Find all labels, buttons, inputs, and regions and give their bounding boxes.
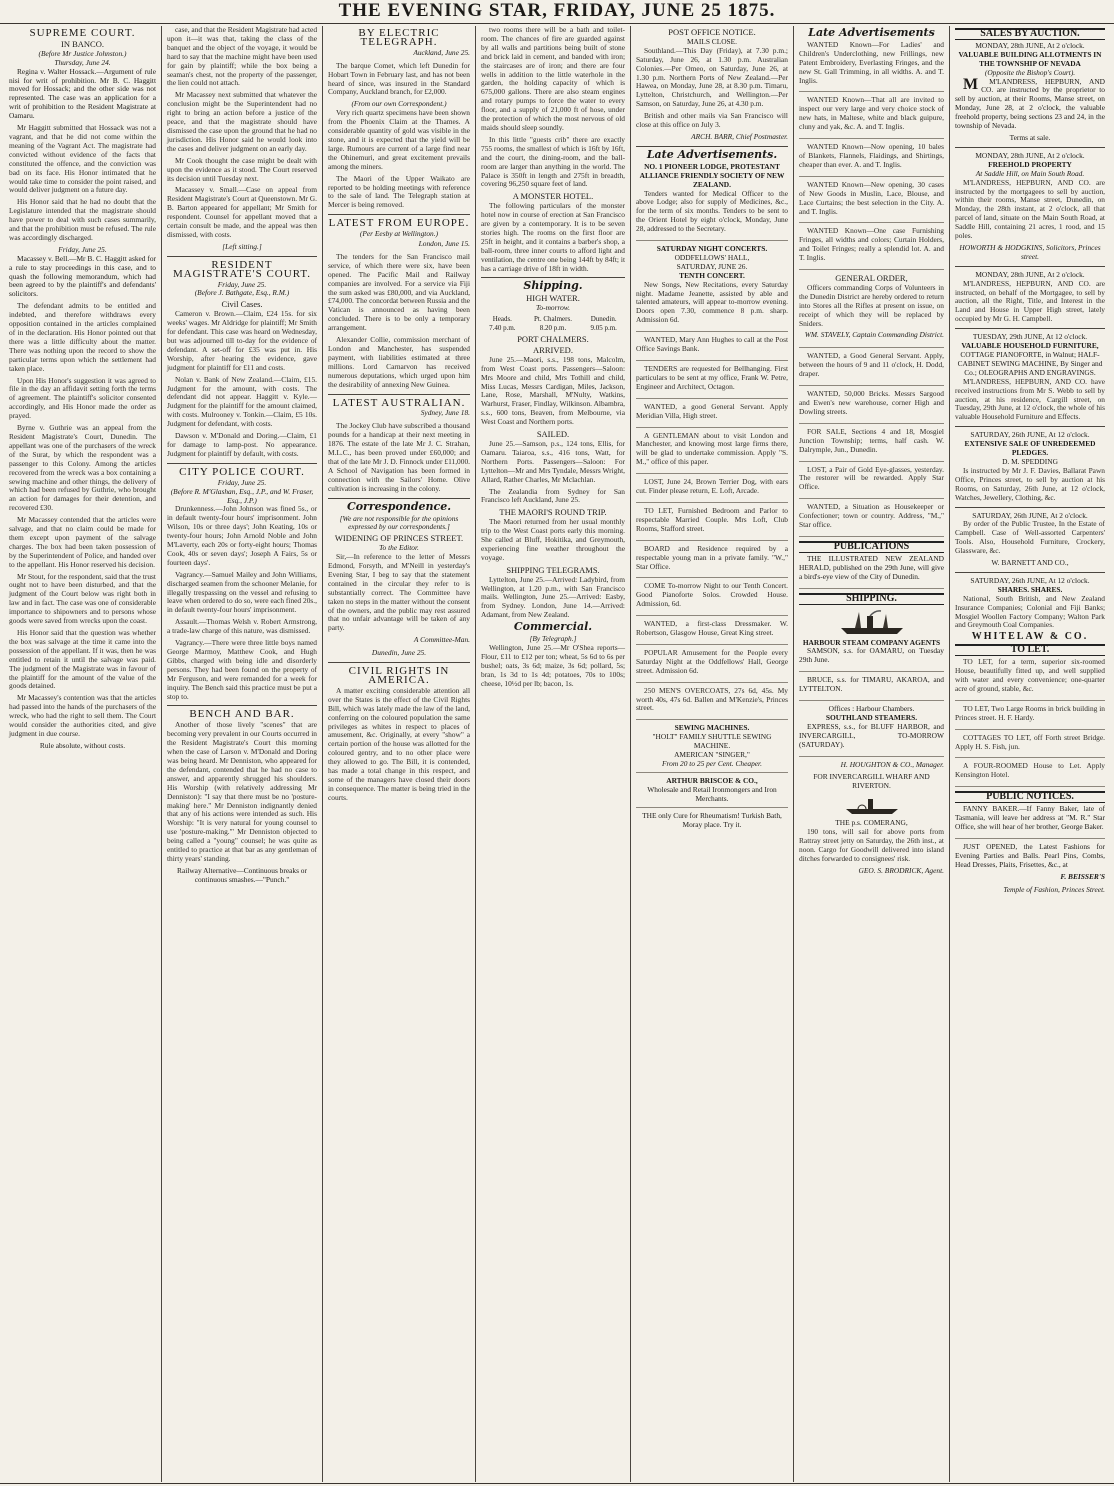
sale1-title: VALUABLE BUILDING ALLOTMENTS IN THE TOWNSHIP OF NEVADA: [958, 49, 1102, 68]
pc-date: Friday, June 25.: [217, 477, 267, 487]
sale7-date: SATURDAY, 26th JUNE, At 12 o'clock.: [970, 575, 1090, 585]
ad-pioneer-lodge: NO. 1 PIONEER LODGE, PROTESTANT ALLIANCE FRIENDLY SOCIETY OF NEW ZEALAND. Tenders wanted for Medical Officer to the above Lodge; also for supply of Medicines, &c., for the term of six months. Tenders to be sent to the Orient Hotel by eight o'clock, Monday, June 28, addressed to the Secretary.: [636, 163, 788, 241]
before-justice: (Before Mr Justice Johnston.): [38, 48, 127, 58]
tide-head-heads: Heads.: [492, 315, 512, 324]
correspondence-title: Correspondence.: [346, 499, 452, 513]
wid-dateline: Dunedin, June 25.: [371, 648, 427, 658]
tide-time-dunedin: 9.05 p.m.: [590, 324, 617, 333]
column-6: Late Advertisements WANTED Known—For Ladies' and Children's Underclothing, new Frillings, new Patent Embroidery, Everlasting Fringes, and the new St. Gall Trimming, in all widths. A. and T. Inglis. WANTED Known—That all are invited to inspect our very large and very choice stock of new hats, in Maltese, white and black guipure, cluny and yak, &c. A. and T. Inglis. WANTED Known—Now opening, 10 bales of Blankets, Flannels, Flaidings, and Shirtings, cheaper than ever. A. and T. Inglis. WANTED Known—New opening, 30 cases of New Goods in Muslin, Lace, Blouse, and Lace Curtains; the best selection in the City. A. and T. Inglis. WANTED Known—One case Furnishing Fringes, all widths and colors; Curtain Holders, and Toilet Fringes; really a splendid lot. A. and T. Inglis. GENERAL ORDER, Officers commanding Corps of Volunteers in the Dunedin District are hereby ordered to return into Stores all the Rifles at present on issue, on receipt of which they will be replaced by Sniders. WM. STAVELY, Captain Commanding District. WANTED, a Good General Servant. Apply, between the hours of 9 and 11 o'clock, H. Dodd, draper. WANTED, 50,000 Bricks. Messrs Sargood and Ewen's new warehouse, corner High and Dowling streets. FOR SALE, Sections 4 and 18, Mosgiel Junction Township; terms, half cash. W. Dalrymple, Jun., Dunedin. LOST, a Pair of Gold Eye-glasses, yesterday. The restorer will be rewarded. Apply Star Office. WANTED, a Situation as Housekeeper or Confectioner; town or country. Address, "M.," Star office. PUBLICATIONS THE ILLUSTRATED NEW ZEALAND HERALD, published on the 29th June, will give a bird's-eye view of the City of Dunedin. SHIPPING. HARBOUR STEAM COMPANY AGENTS SAMSON, s.s. for OAMARU, on Tuesday 29th June. BRUCE, s.s. for TIMARU, AKAROA, and LYTTELTON. Offices : Harbour Chambers. SOUTHLAND STEAMERS. EXPRESS, s.s., for BLUFF HARBOR, and INVERCARGILL, TO-MORROW (SATURDAY). H. HOUGHTON & CO., Manager. FOR INVERCARGILL WHARF AND RIVERTON. THE p.s. COMERANG, 190 tons, will sail for above ports from Rattray street jetty on Saturday, the 26th inst., at noon. Cargo for Goodwill delivered into island ditches forwarded to consignees' risk. GEO. S. BRODRICK, Agent.: [794, 26, 950, 1482]
civil-rights-title: CIVIL RIGHTS IN AMERICA.: [348, 665, 450, 686]
shares-title: SHARES. SHARES.: [997, 584, 1063, 594]
howorth: HOWORTH & HODGKINS, Solicitors, Princes street.: [959, 242, 1101, 261]
sale4-title: VALUABLE HOUSEHOLD FURNITURE,: [961, 341, 1099, 351]
samson-notice: SAMSON, s.s. for OAMARU, on Tuesday 29th June.: [799, 646, 944, 665]
widening-title: WIDENING OF PRINCES STREET.: [334, 533, 464, 544]
masthead-rule: [0, 23, 1114, 24]
beisser: F. BEISSER'S: [1060, 871, 1105, 881]
just-opened: JUST OPENED, the Latest Fashions for Evening Parties and Balls. Pearl Pins, Combs, Head Dresses, Plaits, Frisettes, &c., at: [955, 841, 1105, 869]
column-1: SUPREME COURT. IN BANCO. (Before Mr Justice Johnston.) Thursday, June 24. Regina v. Walter Hossack.—Argument of rule nisi for writ of prohibition. Mr B. C. Haggitt moved for Hossack; and the other side was not represented. The case was an application for a writ of prohibition to the Resident Magistrate at Oamaru. Mr Haggitt submitted that Hossack was not a vagrant, and that he did not come within the meaning of the Vagrant Act. The magistrate had convicted without evidence of the facts that constituted the offence, and the conviction was bad on its face. His Honor intimated that he would take time to consider the point raised, and would deliver judgment on a future day. His Honor said that he had no doubt that the Legislature intended that the magistrate should have power to deal with such cases summarily, and that the prohibition must be refused. The rule was accordingly discharged. Friday, June 25. Macassey v. Bell.—Mr B. C. Haggitt asked for a rule to stay proceedings in this case, and to quash the following memorandum, which had been agreed to by the plaintiff's and defendants' solicitors. The defendant admits to be entitled and indebted, and therefore withdraws every opposition contained in the articles complained of in the declaration. His Honor pointed out that there was a little difficulty about the matter. There was nothing upon the record to show the particular terms upon which the settlement had taken place. Upon His Honor's suggestion it was agreed to file in the day an affidavit setting forth the terms of agreement. The plaintiff's solicitor consented accordingly, and His Honor made the order as prayed. Byrne v. Guthrie was an appeal from the Resident Magistrate's Court, Dunedin. The appellant was one of the purchasers of the wreck of the Surat, by which the respondent was a passenger to this Colony. Among the articles recovered from the wreck was a box containing a sewing machine and other things, the delivery of which had been refused by Guthrie, who brought an action for damages for their detention, and recovered £30. Mr Macassey contended that the articles were salvage, and that no claim could be made for them except upon payment of the salvage charges. The box had been taken possession of by the Superintendent of Police, and handed over to the appellant. His Honor reserved his decision. Mr Stout, for the respondent, said that the trust ought not to have been disturbed, and that the judgment of the Court below was right both in law and in fact. The case was one of considerable importance to shipowners and to persons whose goods were saved from wrecks upon the coast. His Honor said that the question was whether the box was salvage at the time it came into the possession of the appellant. If it was, then he was entitled to retain it until the salvage was paid. The judgment of the Magistrate was in favour of the plaintiff for the amount of the value of the goods detained. Mr Macassey's contention was that the articles had passed into the hands of the purchasers of the wreck, who had the right to sell them. The Court would consider the authorities cited, and give judgment in due course. Rule absolute, without costs.: [4, 26, 162, 1482]
supreme-court-title: SUPREME COURT.: [29, 27, 136, 39]
auckland-dateline: Auckland, June 25.: [413, 47, 470, 57]
column-3: BY ELECTRIC TELEGRAPH. Auckland, June 25. The barque Comet, which left Dunedin for Hobart Town in February last, and has not been heard of since, was insured in the Standard Company, Auckland branch, for £2,000. (From our own Correspondent.) Very rich quartz specimens have been shown from the Phoenix Claim at the Thames. A considerable quantity of gold was visible in the stone, and it is expected that the yield will be large. Rumours are current of a large find near the Ohinemuri, and great excitement prevails among the miners. The Maori of the Upper Waikato are reported to be holding meetings with reference to the sale of land. The Telegraph station at Mercer is being removed. LATEST FROM EUROPE. (Per Eesby at Wellington.) London, June 15. The tenders for the San Francisco mail service, of which there were six, have been opened. The Pacific Mail and Railway companies are involved. For a service via Fiji the sum asked was £80,000, and via Auckland, £74,000. The concordat between Russia and the Vatican is announced as having been concluded. There is to be only a temporary arrangement. Alexander Collie, commission merchant of London and Manchester, has suspended payment, with liabilities estimated at three millions. Lord Carnarvon has received numerous deputations, which urged upon him the desirability of annexing New Guinea. LATEST AUSTRALIAN. Sydney, June 18. The Jockey Club have subscribed a thousand pounds for a handicap at their next meeting in 1876. The estate of the late Mr J. C. Strahan, M.L.C., has been proved under £60,000; and that of the late Mr J. D. Finnock under £11,000. A School of Navigation has been formed in connection with the Sailors' Home. Olive cultivation is increasing in the colony. Correspondence. [We are not responsible for the opinions expressed by our correspondents.] WIDENING OF PRINCES STREET. To the Editor. Sir,—In reference to the letter of Messrs Edmond, Forsyth, and M'Neill in yesterday's Evening Star, I beg to say that the statement contained in the circular they refer to is substantially correct. The Committee have taken no steps in the matter without the consent of the owners, and the public may rest assured that no unfair advantage will be taken of any party. A Committee-Man. Dunedin, June 25. CIVIL RIGHTS IN AMERICA. A matter exciting considerable attention all over the States is the effect of the Civil Rights Bill, which was lately made the law of the land, conferring on the coloured population the same privileges as whites in respect to places of amusement, &c. Originally, at every "show" a certain portion of the house was allotted for the coloured gentry, and to no other place were they allowed to go. The Bill, it is contended, has made a total change in this respect, and some of the managers have closed their doors in consequence. The matter is being tried in the courts.: [323, 26, 476, 1482]
bottom-rule: [0, 1483, 1114, 1484]
holt-machine: "HOLT" FAMILY SHUTTLE SEWING MACHINE.: [652, 732, 772, 751]
briscoe-heading: ARTHUR BRISCOE & CO.,: [666, 775, 758, 785]
publications-title: PUBLICATIONS: [799, 541, 944, 553]
resident-magistrate-title: RESIDENT MAGISTRATE'S COURT.: [172, 258, 312, 280]
ad-briscoe: [636, 777, 788, 808]
public-notices-title: PUBLIC NOTICES.: [955, 791, 1105, 803]
general-order-sig: WM. STAVELY, Captain Commanding District.: [804, 330, 944, 340]
houghton-sig: H. HOUGHTON & CO., Manager.: [840, 759, 944, 769]
concert-tenth: TENTH CONCERT.: [679, 270, 745, 280]
port-chalmers-title: PORT CHALMERS.: [517, 334, 589, 344]
commercial-title: Commercial.: [513, 620, 593, 634]
publications-text: THE ILLUSTRATED NEW ZEALAND HERALD, published on the 29th June, will give a bird's-eye view of the City of Dunedin.: [799, 553, 944, 581]
europe-sub: (Per Eesby at Wellington.): [359, 229, 439, 239]
express-notice: EXPRESS, s.s., for BLUFF HARBOR, and INVERCARGILL, TO-MORROW (SATURDAY).: [799, 721, 944, 749]
tide-head-chalmers: Pt. Chalmers.: [534, 315, 572, 324]
shipping-title: Shipping.: [523, 279, 583, 293]
sales-by-auction-title: SALES BY AUCTION.: [955, 28, 1105, 40]
barnett: W. BARNETT AND CO.,: [991, 558, 1069, 568]
pioneer-lodge-heading: NO. 1 PIONEER LODGE, PROTESTANT ALLIANCE FRIENDLY SOCIETY OF NEW ZEALAND.: [639, 161, 785, 189]
ad-general-order: GENERAL ORDER, Officers commanding Corps of Volunteers in the Dunedin District are hereby ordered to return into Stores all the Rifles at present on issue, on receipt of which they will be replaced by Sniders. WM. STAVELY, Captain Commanding District.: [799, 274, 944, 348]
post-office-title: POST OFFICE NOTICE.: [668, 27, 756, 37]
sale2-sub: At Saddle Hill, on Main South Road.: [975, 168, 1085, 178]
tide-time-heads: 7.40 p.m.: [489, 324, 516, 333]
southland-steamers: SOUTHLAND STEAMERS.: [825, 712, 918, 722]
sale1-auctioneer: M'LANDRESS, HEPBURN, AND CO.: [981, 76, 1105, 95]
arrived-title: ARRIVED.: [533, 344, 573, 355]
harbour-steam: HARBOUR STEAM COMPANY AGENTS: [802, 637, 941, 647]
sale4-sub: COTTAGE PIANOFORTE, in Walnut; HALF-CABINET SEWING MACHINE, By Singer and Co.; OLEOGRAPHS AND ENGRAVINGS.: [957, 350, 1103, 377]
sale1-terms: Terms at sale.: [1009, 132, 1051, 142]
corr-note: [We are not responsible for the opinions expressed by our correspondents.]: [339, 513, 459, 532]
sale3-date: MONDAY, 28th JUNE, At 2 o'clock.: [975, 269, 1085, 279]
date-friday: Friday, June 25.: [58, 244, 107, 254]
concert-venue: ODDFELLOWS' HALL,: [674, 252, 750, 262]
to-the-editor: To the Editor.: [379, 543, 419, 553]
ad-sewing: [636, 724, 788, 773]
sale5-date: SATURDAY, 26th JUNE, At 12 o'clock.: [970, 430, 1090, 440]
tide-head-dunedin: Dunedin.: [590, 315, 617, 324]
column-2: case, and that the Resident Magistrate had acted upon it—it was that, taking the class of the banquet and the object of the voyage, it would be hard to say that the machine might have been used for gain by plaintiff; while the box being a seaman's chest, not the property of the passenger, the lien could not attach. Mr Macassey next submitted that whatever the conclusion might be the Superintendent had no right to bring an action before a justice of the peace, and that the magistrate should have dismissed the case upon the ground that he had no jurisdiction. His Honor said he would look into the cases and deliver judgment on an early day. Mr Cook thought the case might be dealt with upon the evidence as it stood. The Court reserved its decision until Tuesday next. Macassey v. Small.—Case on appeal from Resident Magistrate's Court at Queenstown. Mr G. B. Barton appeared for appellant; Mr Smith for respondent. Counsel for appellant moved that a certain consult be made, and the appeal was then dismissed, with costs. [Left sitting.] RESIDENT MAGISTRATE'S COURT. Friday, June 25. (Before J. Bathgate, Esq., R.M.) Civil Cases. Cameron v. Brown.—Claim, £24 15s. for six weeks' wages. Mr Aldridge for plaintiff; Mr Smith for defendant. This case was heard on Wednesday, but was adjourned till to-day for the evidence of defendant. A set-off for £35 was put in. His Worship, after hearing the evidence, gave judgment for plaintiff for £11 and costs. Nolan v. Bank of New Zealand.—Claim, £15. Judgment for the amount, with costs. The defendant did not appear. Haggitt v. Kyle.—Judgment for the plaintiff for the amount claimed, with costs. Mulrooney v. Tonkin.—Claim, £5 10s. Judgment for defendant, with costs. Dawson v. M'Donald and Doring.—Claim, £1 for damage to lamp-post. No appearance. Judgment for plaintiff by default, with costs. CITY POLICE COURT. Friday, June 25. (Before R. M'Glashan, Esq., J.P., and W. Fraser, Esq., J.P.) Drunkenness.—John Johnson was fined 5s., or in default twenty-four hours' imprisonment. John Wilson, 10s or three days'; John Keating, 10s or twenty-four hours; John Arnold Noble and John M'Laverty, each 20s or forty-eight hours; Thomas Cook, 40s or seven days'; Joseph A Fairs, 5s or fourteen days'. Vagrancy.—Samuel Mailey and John Williams, discharged seamen from the schooner Melanie, for illegally trespassing on the vessel and refusing to leave when ordered to do so, were each fined 20s., in default twenty-four hours' imprisonment. Assault.—Thomas Welsh v. Robert Armstrong, a trade-law charge of this nature, was dismissed. Vagrancy.—There were three little boys named George Marmoy, Matthew Cook, and Hugh Gibbs, charged with being idle and disorderly persons. They had been found on the property of Mr Ferguson, and were remanded for a week for inquiry. The Bench said this practice must be put a stop to. BENCH AND BAR. Another of those lively "scenes" that are becoming very prevalent in our Courts occurred in the Resident Magistrate's Court this morning when the case of Larson v. M'Donald and Doring was being heard. Mr Denniston, who appeared for the defendant, contended that he had no case to answer, and apparently shrugged his shoulders. His Worship (with relatively addressing Mr Denniston): "I say that there must be no 'posture-making' here." Mr Denniston indignantly denied that any of his actions were intended as such. His Worship: "It is very natural for young counsel to use 'posture-making.'" Mr Denniston objected to being called a "young" counsel; he was quite as entitled to practice at that bar as any gentleman of thirty years' standing. Railway Alternative—Continuous breaks or continuous smashes.—"Punch.": [162, 26, 323, 1482]
harbour-offices: Offices : Harbour Chambers.: [828, 704, 915, 714]
rm-civil-cases: Civil Cases.: [221, 299, 263, 310]
committee-man: A Committee-Man.: [413, 635, 470, 645]
general-order-title: GENERAL ORDER,: [835, 273, 908, 284]
late-ads-title-2: Late Advertisements: [808, 26, 935, 39]
column-7: SALES BY AUCTION. MONDAY, 28th JUNE, At 2 o'clock. VALUABLE BUILDING ALLOTMENTS IN THE TOWNSHIP OF NEVADA (Opposite the Bishop's Court). M M'LANDRESS, HEPBURN, AND CO. are instructed by the proprietor to sell by auction, at their Rooms, Manse street, on Monday, June 28, at 2 o'clock, the valuable freehold property, being sections 23 and 24, in the township of Nevada. Terms at sale. MONDAY, 28th JUNE, At 2 o'clock. FREEHOLD PROPERTY At Saddle Hill, on Main South Road. M'LANDRESS, HEPBURN, AND CO. are instructed by the mortgagees to sell by auction, within their rooms, Manse street, Dunedin, on Monday, the 28th instant, at 2 o'clock, all that parcel of land, situate on the Main South Road, at Saddle Hill, containing 21 acres, 1 rood, and 15 poles. HOWORTH & HODGKINS, Solicitors, Princes street. MONDAY, 28th JUNE, At 2 o'clock. M'LANDRESS, HEPBURN, AND CO. are instructed, on behalf of the Mortgagee, to sell by auction, all the Right, Title, and Interest in the Land and House in Upper High street, lately occupied by Mr G. H. Campbell. TUESDAY, 29th JUNE, At 12 o'clock. VALUABLE HOUSEHOLD FURNITURE, COTTAGE PIANOFORTE, in Walnut; HALF-CABINET SEWING MACHINE, By Singer and Co.; OLEOGRAPHS AND ENGRAVINGS. M'LANDRESS, HEPBURN, AND CO. have received instructions from Mr S. Webb to sell by auction, at his residence, Cargill street, on Tuesday, 29th June, at 12 o'clock, the whole of his valuable Household Furniture and Effects. SATURDAY, 26th JUNE, At 12 o'clock. EXTENSIVE SALE OF UNREDEEMED PLEDGES. D. M. SPEDDING Is instructed by Mr J. F. Davies, Ballarat Pawn Office, Princes street, to sell by auction at his Rooms, on Saturday, 26th June, at 12 o'clock, Watches, Jewellery, Clothing, &c. SATURDAY, 26th JUNE, At 2 o'clock. By order of the Public Trustee, In the Estate of Campbell. Case of Well-assorted Carpenters' Tools. Also, Household Furniture, Crockery, Glassware, &c. W. BARNETT AND CO., SATURDAY, 26th JUNE, At 12 o'clock. SHARES. SHARES. National, South British, and New Zealand Insurance Companies; Colonial and Fiji Banks; Mosgiel Woollen Factory Company; Walton Park and Greymouth Coal Companies. WHITELAW & CO. TO LET. TO LET, for a term, superior six-roomed House, beautifully fitted up, and well supplied with water and every convenience; one-quarter acre of ground, stable, &c. TO LET, Two Large Rooms in brick building in Princes street. H. F. Hardy. COTTAGES TO LET, off Forth street Bridge. Apply H. S. Fish, jun. A FOUR-ROOMED House to Let. Apply Kensington Hotel. PUBLIC NOTICES. FANNY BAKER.—If Fanny Baker, late of Tasmania, will leave her address at "M. R." Star Office, she will hear of her brother, George Baker. JUST OPENED, the Latest Fashions for Evening Parties and Balls. Pearl Pins, Combs, Head Dresses, Plaits, Frisettes, &c., at F. BEISSER'S Temple of Fashion, Princes Street.: [955, 28, 1105, 894]
sale1-date: MONDAY, 28th JUNE, At 2 o'clock.: [975, 40, 1085, 50]
high-water-sub: To-morrow.: [535, 303, 571, 313]
pc-before: (Before R. M'Glashan, Esq., J.P., and W. Fraser, Esq., J.P.): [170, 486, 314, 505]
body-text: Mr Haggitt submitted that Hossack was not a vagrant, and that he did not come within the meaning of the Vagrant Act. The magistrate had convicted without evidence of the facts that constituted the offence, and the conviction was bad on its face. His Honor intimated that he would take time to consider the point raised, and would deliver judgment on a future day.: [9, 123, 156, 195]
own-correspondent: (From our own Correspondent.): [351, 99, 447, 109]
case-macassey: Macassey v. Bell.—Mr B. C. Haggitt asked for a rule to stay proceedings in this case, and to quash the following memorandum, which had been agreed to by the plaintiff's and defendants' solicitors.: [9, 253, 156, 299]
sewing-price: From 20 to 25 per Cent. Cheaper.: [662, 759, 762, 768]
rm-before: (Before J. Bathgate, Esq., R.M.): [194, 288, 290, 298]
whitelaw: WHITELAW & CO.: [971, 631, 1089, 643]
sydney-dateline: Sydney, June 18.: [420, 408, 470, 418]
column-4: two rooms there will be a bath and toilet-room. The chances of fire are guarded against by all walls and partitions being built of stone and brick laid in cement, and banded with iron; the staircases are of iron; and there are four wells in addition to the little waterhole in the garden, the holding capacity of which is 675,000 gallons. There are also steam engines and rotary pumps to force the water to every floor, and a supply of 21,000 ft of hose, under the protection of which the most nervous of old maids should sleep soundly. In this little "guests crib" there are exactly 755 rooms, the smallest of which is 16ft by 16ft, and the court, the dining-room, and the ball-room are larger than anything in the world. The Palace is 350ft in length and 275ft in breadth, covering 96,250 square feet of land. A MONSTER HOTEL. The following particulars of the monster hotel now in course of erection at San Francisco are given by a contemporary. It is to be seven stories high. The rooms on the first floor are 25ft in height, and it contains a barber's shop, a ball-room, three inner courts to afford light and ventilation, the centre one being 144ft by 84ft; it has a carriage drive of 18ft in width. Shipping. HIGH WATER. To-morrow. Heads. Pt. Chalmers. Dunedin. 7.40 p.m. 8.20 p.m. 9.05 p.m. PORT CHALMERS. ARRIVED. June 25.—Maori, s.s., 198 tons, Malcolm, from West Coast ports. Passengers—Saloon: Mrs Moore and child, Mrs Tothill and child, Miss Lucas, Messrs Cardigan, Miles, Jackson, Lane, Rose, Marshall, M'Nulty, Watkins, Warhurst, Fraser, Findlay, Wilkinson. Albambra, s.s., 600 tons, Beaven, from Melbourne, via West Coast and Northern ports. SAILED. June 25.—Samson, p.s., 124 tons, Ellis, for Oamaru. Taiaroa, s.s., 416 tons, Watt, for Northern Ports. Passengers—Saloon: For Lyttelton—Mr and Mrs Tyndale, Messrs Wright, Allard, Rather Charles, Mr Mclachlan. The Zealandia from Sydney for San Francisco left Auckland, June 25. THE MAORI'S ROUND TRIP. The Maori returned from her usual monthly trip to the West Coast ports early this morning. She called at Bluff, Hokitika, and Greymouth, experiencing fine weather throughout the voyage. SHIPPING TELEGRAMS. Lyttelton, June 25.—Arrived: Ladybird, from Wellington, at 1.20 p.m., with San Francisco mails. Wellington, June 25.—Arrived: Easby, from Sydney. London, June 14.—Arrived: Adamant, from New Zealand. Commercial. [By Telegraph.] Wellington, June 25.—Mr O'Shea reports—Flour, £11 to £12 per ton; wheat, 5s 6d to 6s per bushel; oats, 3s 6d; maize, 3s 6d; pollard, 5s; bran, 1s 3d to 1s 4d; potatoes, 70s to 100s; cheese, 10½d per lb; bacon, 1s.: [476, 26, 631, 1482]
comerang: THE p.s. COMERANG,: [835, 818, 908, 828]
sale4-date: TUESDAY, 29th JUNE, At 12 o'clock.: [972, 332, 1088, 342]
high-water-title: HIGH WATER.: [526, 293, 580, 304]
shipping-title-2: SHIPPING.: [799, 593, 944, 605]
briscoe-sub: Wholesale and Retail Ironmongers and Iron Merchants.: [647, 784, 777, 803]
sale1-sub: (Opposite the Bishop's Court).: [984, 67, 1076, 77]
by-telegraph: [By Telegraph.]: [529, 634, 577, 644]
tide-table: [481, 315, 625, 333]
post-office-sig: ARCH. BARR, Chief Postmaster.: [691, 131, 788, 141]
case-hossack: Regina v. Walter Hossack.—Argument of rule nisi for writ of prohibition. Mr B. C. Haggitt moved for Hossack; and the other side was not represented. The case was an application for a writ of prohibition to the Resident Magistrate at Oamaru.: [9, 66, 156, 121]
rule-absolute: Rule absolute, without costs.: [39, 740, 126, 750]
sale2-title: FREEHOLD PROPERTY: [988, 159, 1072, 169]
turkish-bath: THE only Cure for Rheumatism! Turkish Bath, Moray place. Try it.: [642, 810, 782, 829]
latest-europe-title: LATEST FROM EUROPE.: [328, 217, 470, 230]
electric-telegraph-title: BY ELECTRIC TELEGRAPH.: [358, 27, 440, 48]
temple-of-fashion: Temple of Fashion, Princes Street.: [1003, 884, 1105, 894]
sewing-title: SEWING MACHINES.: [674, 723, 750, 733]
fanny-baker: FANNY BAKER.—If Fanny Baker, late of Tasmania, will leave her address at "M. R." Star Office, she will hear of her brother, George Baker.: [955, 804, 1105, 831]
sale5-title: EXTENSIVE SALE OF UNREDEEMED PLEDGES.: [964, 439, 1096, 458]
concert-date: SATURDAY, JUNE 26.: [676, 261, 748, 271]
masthead: THE EVENING STAR, FRIDAY, JUNE 25 1875.: [338, 0, 776, 21]
late-ads-title: Late Advertisements.: [646, 147, 778, 161]
concert-heading: SATURDAY NIGHT CONCERTS.: [656, 244, 768, 254]
spedding: D. M. SPEDDING: [1002, 456, 1058, 466]
paddle-steamer-icon: [842, 794, 902, 816]
date-thursday: Thursday, June 24.: [54, 57, 111, 67]
ad-concerts: SATURDAY NIGHT CONCERTS. ODDFELLOWS' HALL, SATURDAY, JUNE 26. TENTH CONCERT. New Songs, New Recitations, every Saturday night. Madame Jeanette, assisted by able and talented amateurs, will appear to-morrow evening. Doors open 7.30, commence 8 p.m. sharp. Admission 6d.: [636, 245, 788, 332]
rm-date: Friday, June 25.: [217, 279, 267, 289]
bruce-notice: BRUCE, s.s. for TIMARU, AKAROA, and LYTTELTON.: [799, 675, 944, 694]
shipping-telegrams-title: SHIPPING TELEGRAMS.: [506, 564, 600, 575]
city-police-title: CITY POLICE COURT.: [179, 465, 305, 478]
latest-australian-title: LATEST AUSTRALIAN.: [332, 396, 466, 409]
mails-close: MAILS CLOSE.: [686, 36, 738, 46]
monster-hotel-title: A MONSTER HOTEL.: [512, 191, 594, 202]
steamship-icon: [837, 608, 907, 636]
bench-and-bar-title: BENCH AND BAR.: [189, 708, 295, 721]
punch-note: Railway Alternative—Continuous breaks or continuous smashes.—"Punch.": [177, 865, 307, 884]
invercargill-notice: FOR INVERCARGILL WHARF AND RIVERTON.: [813, 772, 930, 791]
brodrick-sig: GEO. S. BRODRICK, Agent.: [858, 865, 944, 875]
sale2-date: MONDAY, 28th JUNE, At 2 o'clock.: [975, 150, 1085, 160]
in-banco: IN BANCO.: [61, 38, 104, 49]
sailed-title: SAILED.: [536, 429, 570, 440]
sale6-date: SATURDAY, 26th JUNE, At 2 o'clock.: [972, 510, 1088, 520]
columns: [4, 26, 1110, 1482]
column-5: POST OFFICE NOTICE. MAILS CLOSE. Southland.—This Day (Friday), at 7.30 p.m.; Saturday, June 26, at 1.30 p.m. Australian Colonies.—Per Omeo, on Saturday, June 26, at 1.30 p.m. Northern Ports of New Zealand.—Per Hawea, on Monday, June 28, at 8.30 p.m. Timaru, Lyttelton, Christchurch, and Wellington.—Per Samson, on Saturday, June 26, at 4.30 p.m. British and other mails via San Francisco will close at this office on July 3. ARCH. BARR, Chief Postmaster. Late Advertisements. NO. 1 PIONEER LODGE, PROTESTANT ALLIANCE FRIENDLY SOCIETY OF NEW ZEALAND. Tenders wanted for Medical Officer to the above Lodge; also for supply of Medicines, &c., for the term of six months. Tenders to be sent to the Orient Hotel by eight o'clock, Monday, June 28, addressed to the Secretary. SATURDAY NIGHT CONCERTS. ODDFELLOWS' HALL, SATURDAY, JUNE 26. TENTH CONCERT. New Songs, New Recitations, every Saturday night. Madame Jeanette, assisted by able and talented amateurs, will appear to-morrow evening. Doors open 7.30, commence 8 p.m. sharp. Admission 6d. WANTED, Mary Ann Hughes to call at the Post Office Savings Bank. TENDERS are requested for Bellhanging. First particulars to be sent at my office, Frank W. Petre, Engineer and Architect, Octagon. WANTED, a good General Servant. Apply Meridian Villa, High street. A GENTLEMAN about to visit London and Manchester, and knowing most large firms there, will be glad to undertake commission. Apply "S. M.," office of this paper. LOST, June 24, Brown Terrier Dog, with ears cut. Finder please return, E. Loft, Arcade. TO LET, Furnished Bedroom and Parlor to respectable Married Couple. Mrs Loft, Club Rooms, Stafford street. BOARD and Residence required by a respectable young man in a private family. "W.," Star Office. COME To-morrow Night to our Tenth Concert. Good Pianoforte Solos. Crowded House. Admission, 6d. WANTED, a first-class Dressmaker. W. Robertson, Glasgow House, Great King street. POPULAR Amusement for the People every Saturday Night at the Oddfellows' Hall, George street. Admission 6d. 250 MEN'S OVERCOATS, 27s 6d, 45s. My worth 40s, 47s 6d. Ballen and M'Kenzie's, Princes street. SEWING MACHINES. "HOLT" FAMILY SHUTTLE SEWING MACHINE. AMERICAN "SINGER," From 20 to 25 per Cent. Cheaper. ARTHUR BRISCOE & CO., Wholesale and Retail Ironmongers and Iron Merchants. THE only Cure for Rheumatism! Turkish Bath, Moray place. Try it.: [631, 26, 794, 1482]
ad-publications: [799, 541, 944, 589]
maori-trip-title: THE MAORI'S ROUND TRIP.: [499, 507, 607, 518]
singer-machine: AMERICAN "SINGER,": [674, 750, 750, 760]
london-dateline: London, June 15.: [418, 239, 470, 249]
to-let-title: TO LET.: [955, 644, 1105, 656]
tide-time-chalmers: 8.20 p.m.: [539, 324, 567, 333]
